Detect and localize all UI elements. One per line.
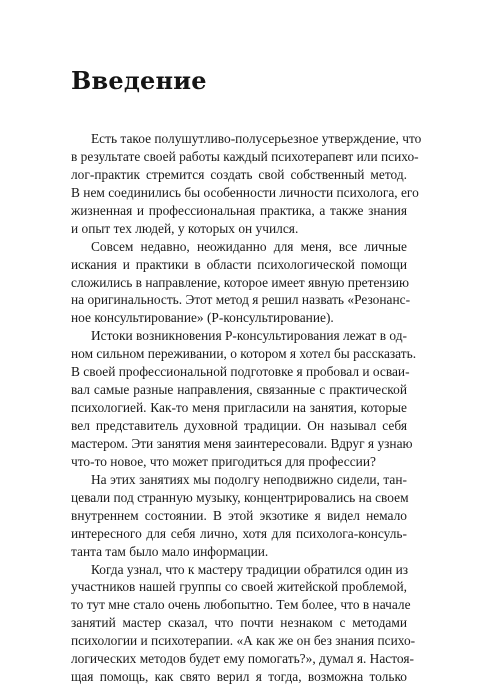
text-line: мастером. Эти занятия меня заинтересовали. Вдруг я узнаю xyxy=(71,435,407,453)
text-line: то тут мне стало очень любопытно. Тем более, что в начале xyxy=(71,596,407,614)
text-line: логических методов будет ему помогать?», думал я. Настоя- xyxy=(71,650,407,668)
text-line: психологией. Как-то меня пригласили на занятия, которые xyxy=(71,399,407,417)
text-line: что-то новое, что может пригодиться для профессии? xyxy=(71,453,407,471)
text-line: танта там было мало информации. xyxy=(71,543,407,561)
body-text xyxy=(71,130,407,686)
text-line: цевали под странную музыку, концентрировались на своем xyxy=(71,489,407,507)
text-line: занятий мастер сказал, что почти незнаком с методами xyxy=(71,614,407,632)
text-line: жизненная и профессиональная практика, а также знания xyxy=(71,202,407,220)
text-line: щая помощь, как свято верил я тогда, возможна только xyxy=(71,668,407,686)
text-line: вал самые разные направления, связанные с практической xyxy=(71,381,407,399)
text-line: в результате своей работы каждый психотерапевт или психо- xyxy=(71,148,407,166)
paragraph-3 xyxy=(71,327,407,471)
paragraph-4 xyxy=(71,471,407,561)
text-line: В своей профессиональной подготовке я пробовал и осваи- xyxy=(71,363,407,381)
text-line: искания и практики в области психологической помощи xyxy=(71,256,407,274)
paragraph-5 xyxy=(71,561,407,686)
text-line: психологии и психотерапии. «А как же он без знания психо- xyxy=(71,632,407,650)
text-line: На этих занятиях мы подолгу неподвижно сидели, тан- xyxy=(71,471,407,489)
text-line: Совсем недавно, неожиданно для меня, все личные xyxy=(71,238,407,256)
paragraph-2 xyxy=(71,238,407,328)
text-line: лог-практик стремится создать свой собственный метод. xyxy=(71,166,407,184)
chapter-title: Введение xyxy=(71,66,207,95)
text-line: ное консультирование» (Р-консультирование). xyxy=(71,309,407,327)
text-line: сложились в направление, которое имеет явную претензию xyxy=(71,274,407,292)
paragraph-1 xyxy=(71,130,407,238)
text-line: вел представитель духовной традиции. Он называл себя xyxy=(71,417,407,435)
text-line: В нем соединились бы особенности личности психолога, его xyxy=(71,184,407,202)
text-line: Когда узнал, что к мастеру традиции обратился один из xyxy=(71,561,407,579)
text-line: ном сильном переживании, о котором я хотел бы рассказать. xyxy=(71,345,407,363)
text-line: Истоки возникновения Р-консультирования лежат в од- xyxy=(71,327,407,345)
text-line: интересного для себя лично, хотя для психолога-консуль- xyxy=(71,525,407,543)
text-line: и опыт тех людей, у которых он учился. xyxy=(71,220,407,238)
text-line: на оригинальность. Этот метод я решил назвать «Резонанс- xyxy=(71,291,407,309)
text-line: участников нашей группы со своей житейской проблемой, xyxy=(71,578,407,596)
text-line: Есть такое полушутливо-полусерьезное утверждение, что xyxy=(71,130,407,148)
text-line: внутреннем состоянии. В этой экзотике я видел немало xyxy=(71,507,407,525)
